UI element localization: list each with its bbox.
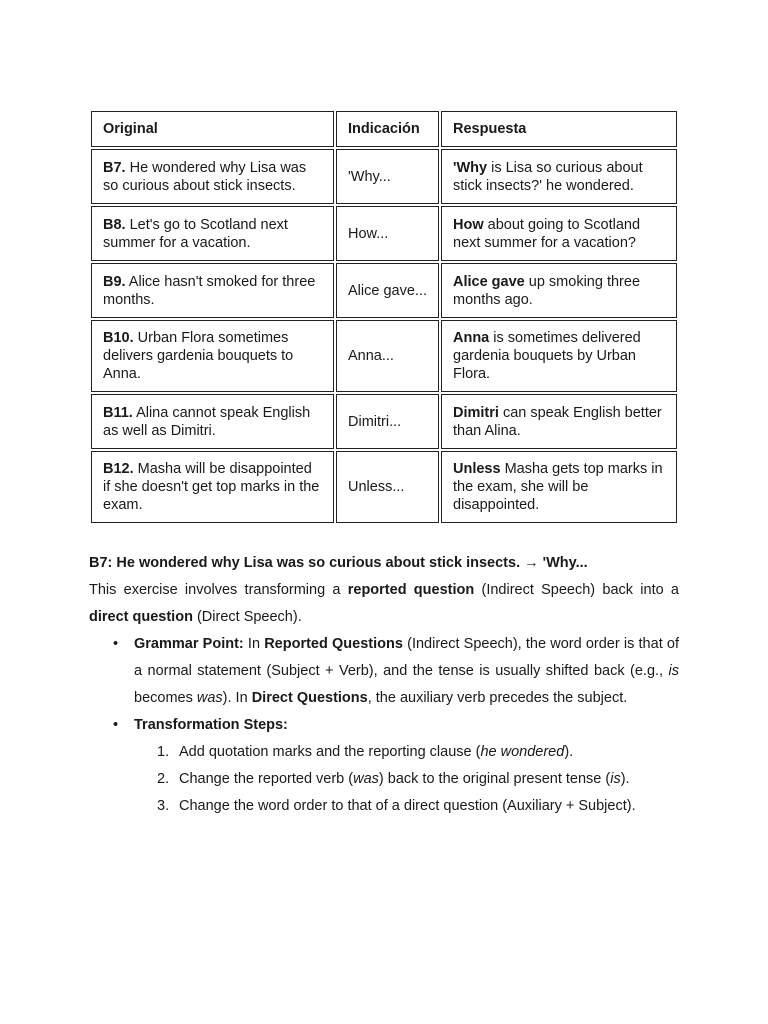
grammar-example: was xyxy=(196,690,223,706)
intro-term-reported: reported question xyxy=(347,582,475,598)
explanation-heading: B7: He wondered why Lisa was so curious about stick insects. → 'Why... xyxy=(89,555,588,571)
table-row xyxy=(91,263,677,318)
answer-key: Anna xyxy=(453,330,490,346)
answer-text: about going to Scotland next summer for a vacation? xyxy=(453,216,641,251)
answer-text: is sometimes delivered gardenia bouquets by Urban Flora. xyxy=(453,330,641,382)
original-text: Masha will be disappointed if she doesn't get top marks in the exam. xyxy=(103,461,320,513)
table-header-row xyxy=(91,111,677,147)
step-text: Add quotation marks and the reporting clause ( xyxy=(179,744,481,760)
table-row xyxy=(91,394,677,449)
step-number: 1. xyxy=(157,744,170,760)
answer-text: is Lisa so curious about stick insects?' he wondered. xyxy=(453,159,643,194)
grammar-text: (Indirect Speech), the word order is that of a normal statement (Subject + Verb), and the tense is usually shifted back (e.g., xyxy=(134,636,679,679)
hint-cell: Alice gave... xyxy=(336,263,439,318)
explanation-section xyxy=(89,550,679,820)
intro-term-direct: direct question xyxy=(89,609,193,625)
grammar-example: is xyxy=(668,663,679,679)
step-item xyxy=(89,766,679,793)
row-code: B7. xyxy=(103,159,126,176)
grammar-point-item xyxy=(89,631,679,712)
answer-cell xyxy=(441,149,677,204)
answer-text: can speak English better than Alina. xyxy=(453,404,662,439)
row-code: B12. xyxy=(103,461,134,477)
transformation-steps-item xyxy=(89,712,679,739)
grammar-point-label: Grammar Point: xyxy=(134,636,244,652)
explanation-intro xyxy=(89,577,679,631)
answer-cell xyxy=(441,320,677,392)
table-row xyxy=(91,320,677,392)
answer-key: Alice gave xyxy=(453,273,525,290)
answer-key: Unless xyxy=(453,461,501,477)
original-text: Let's go to Scotland next summer for a vacation. xyxy=(103,216,288,251)
grammar-term: Reported Questions xyxy=(264,636,403,652)
answer-cell xyxy=(441,206,677,261)
exercise-table xyxy=(89,109,679,525)
grammar-term: Direct Questions xyxy=(251,690,368,706)
column-header-indicacion: Indicación xyxy=(336,111,439,147)
bullet-icon: • xyxy=(113,717,119,733)
original-text: He wondered why Lisa was so curious about stick insects. xyxy=(103,159,307,194)
step-text: ). xyxy=(564,744,574,760)
hint-cell: 'Why... xyxy=(336,149,439,204)
column-header-original: Original xyxy=(91,111,334,147)
grammar-text: , the auxiliary verb precedes the subject. xyxy=(367,690,628,706)
intro-text: (Direct Speech). xyxy=(192,609,302,625)
original-cell xyxy=(91,394,334,449)
row-code: B8. xyxy=(103,216,126,233)
answer-cell xyxy=(441,263,677,318)
answer-cell xyxy=(441,394,677,449)
hint-cell: Dimitri... xyxy=(336,394,439,449)
answer-text: up smoking three months ago. xyxy=(453,273,641,308)
table-row xyxy=(91,206,677,261)
hint-cell: Anna... xyxy=(336,320,439,392)
step-example: is xyxy=(610,771,621,787)
grammar-text: In xyxy=(243,636,265,652)
original-cell xyxy=(91,451,334,523)
grammar-text: becomes xyxy=(134,690,197,706)
bullet-icon: • xyxy=(113,636,119,652)
answer-key: How xyxy=(453,216,484,233)
transformation-steps-label: Transformation Steps: xyxy=(134,717,288,733)
step-example: he wondered xyxy=(480,744,565,760)
answer-key: 'Why xyxy=(453,159,488,176)
original-cell xyxy=(91,320,334,392)
step-item xyxy=(89,739,679,766)
original-cell xyxy=(91,206,334,261)
column-header-respuesta: Respuesta xyxy=(441,111,677,147)
step-text: ) back to the original present tense ( xyxy=(378,771,611,787)
row-code: B10. xyxy=(103,330,134,346)
row-code: B9. xyxy=(103,273,126,290)
original-text: Alice hasn't smoked for three months. xyxy=(103,273,316,308)
table-row xyxy=(91,451,677,523)
intro-text: (Indirect Speech) back into a xyxy=(474,582,679,598)
step-item xyxy=(89,793,679,820)
step-number: 2. xyxy=(157,771,170,787)
original-text: Alina cannot speak English as well as Dimitri. xyxy=(103,404,311,439)
step-text: Change the reported verb ( xyxy=(179,771,354,787)
original-text: Urban Flora sometimes delivers gardenia bouquets to Anna. xyxy=(103,330,294,382)
steps-list xyxy=(89,739,679,820)
hint-cell: Unless... xyxy=(336,451,439,523)
row-code: B11. xyxy=(103,404,133,421)
original-cell xyxy=(91,149,334,204)
step-text: Change the word order to that of a direct question (Auxiliary + Subject). xyxy=(179,798,636,814)
answer-key: Dimitri xyxy=(453,404,499,421)
table-row xyxy=(91,149,677,204)
step-example: was xyxy=(353,771,379,787)
step-number: 3. xyxy=(157,798,170,814)
bullet-list xyxy=(89,631,679,739)
answer-text: Masha gets top marks in the exam, she will be disappointed. xyxy=(453,461,663,513)
original-cell xyxy=(91,263,334,318)
step-text: ). xyxy=(620,771,630,787)
hint-cell: How... xyxy=(336,206,439,261)
answer-cell xyxy=(441,451,677,523)
intro-text: This exercise involves transforming a xyxy=(89,582,348,598)
grammar-text: ). In xyxy=(222,690,252,706)
